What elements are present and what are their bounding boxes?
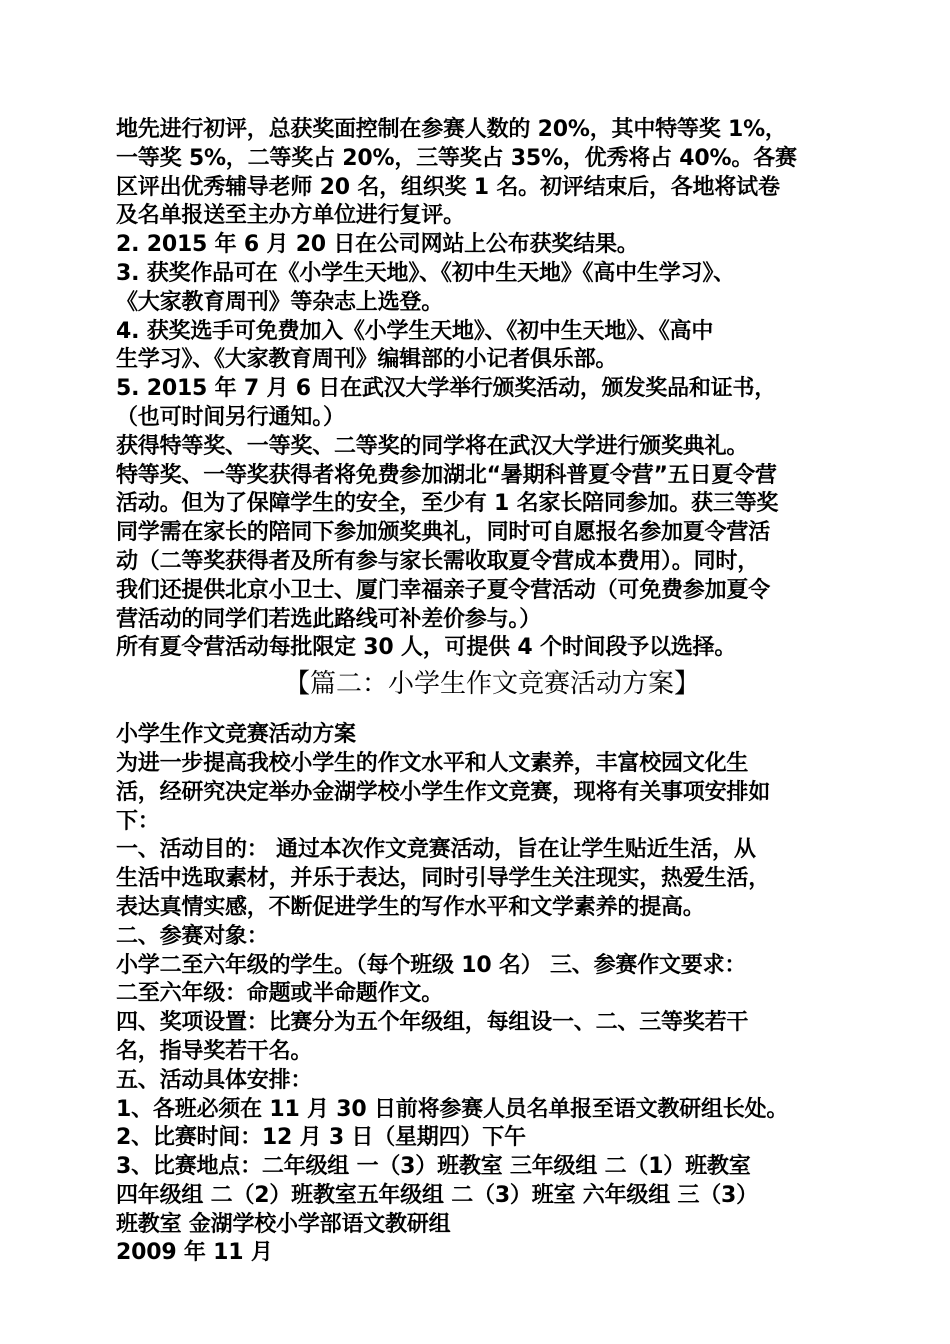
text-line: 我们还提供北京小卫士、厦门幸福亲子夏令营活动（可免费参加夏令 [116,577,771,603]
text-line: 5. 2015 年 7 月 6 日在武汉大学举行颁奖活动，颁发奖品和证书， [116,376,777,402]
text-line: 一、活动目的： 通过本次作文竞赛活动，旨在让学生贴近生活，从 [116,837,756,863]
text-line: 同学需在家长的陪同下参加颁奖典礼，同时可自愿报名参加夏令营活 [116,520,771,546]
section-two [116,721,856,1268]
date-line: 2009 年 11 月 [116,1240,273,1266]
text-line: 《大家教育周刊》等杂志上选登。 [116,289,444,315]
text-line: 3. 获奖作品可在《小学生天地》、《初中生天地》《高中生学习》、 [116,260,735,286]
text-line: 获得特等奖、一等奖、二等奖的同学将在武汉大学进行颁奖典礼。 [116,433,749,459]
text-line: 班教室 金湖学校小学部语文教研组 [116,1211,451,1237]
text-line: 营活动的同学们若选此路线可补差价参与。） [116,606,542,632]
text-line: 1、各班必须在 11 月 30 日前将参赛人员名单报至语文教研组长处。 [116,1096,789,1122]
text-line: 生活中选取素材，并乐于表达，同时引导学生关注现实，热爱生活， [116,866,771,892]
text-line: 区评出优秀辅导老师 20 名，组织奖 1 名。初评结束后，各地将试卷 [116,174,780,200]
text-line: 名，指导奖若干名。 [116,1038,313,1064]
text-line: 五、活动具体安排： [116,1067,313,1093]
text-line: 表达真情实感，不断促进学生的写作水平和文学素养的提高。 [116,894,705,920]
text-line: 一等奖 5%，二等奖占 20%，三等奖占 35%，优秀将占 40%。各赛 [116,145,797,171]
text-line: 生学习》、《大家教育周刊》编辑部的小记者俱乐部。 [116,347,618,373]
text-line: （也可时间另行通知。） [116,404,345,430]
text-line: 地先进行初评，总获奖面控制在参赛人数的 20%，其中特等奖 1%， [116,117,787,142]
spacer [116,705,856,721]
text-line: 及名单报送至主办方单位进行复评。 [116,203,465,229]
text-line: 2、比赛时间：12 月 3 日（星期四）下午 [116,1125,526,1151]
text-line: 四、奖项设置：比赛分为五个年级组，每组设一、二、三等奖若干 [116,1010,749,1036]
text-line: 2. 2015 年 6 月 20 日在公司网站上公布获奖结果。 [116,232,639,258]
text-line: 小学二至六年级的学生。（每个班级 10 名） 三、参赛作文要求： [116,952,747,978]
text-line: 下： [116,808,160,834]
section-heading: 【篇二：小学生作文竞赛活动方案】 [283,669,700,700]
text-line: 4. 获奖选手可免费加入《小学生天地》、《初中生天地》、《高中 [116,318,714,344]
section-title: 小学生作文竞赛活动方案 [116,722,356,748]
document-body [116,116,856,1268]
text-line: 活动。但为了保障学生的安全，至少有 1 名家长陪同参加。获三等奖 [116,491,779,517]
text-line: 四年级组 二（2）班教室五年级组 二（3）班室 六年级组 三（3） [116,1182,758,1208]
text-line: 3、比赛地点：二年级组 一（3）班教室 三年级组 二（1）班教室 [116,1154,751,1180]
text-line: 活，经研究决定举办金湖学校小学生作文竞赛，现将有关事项安排如 [116,779,771,805]
text-line: 动（二等奖获得者及所有参与家长需收取夏令营成本费用）。同时， [116,548,760,574]
text-line: 二至六年级：命题或半命题作文。 [116,981,444,1007]
text-line: 为进一步提高我校小学生的作文水平和人文素养，丰富校园文化生 [116,750,749,776]
text-line: 特等奖、一等奖获得者将免费参加湖北“暑期科普夏令营”五日夏令营 [116,462,777,488]
text-line: 二、参赛对象： [116,923,269,949]
section-one [116,116,856,663]
text-line: 所有夏令营活动每批限定 30 人，可提供 4 个时间段予以选择。 [116,635,737,661]
